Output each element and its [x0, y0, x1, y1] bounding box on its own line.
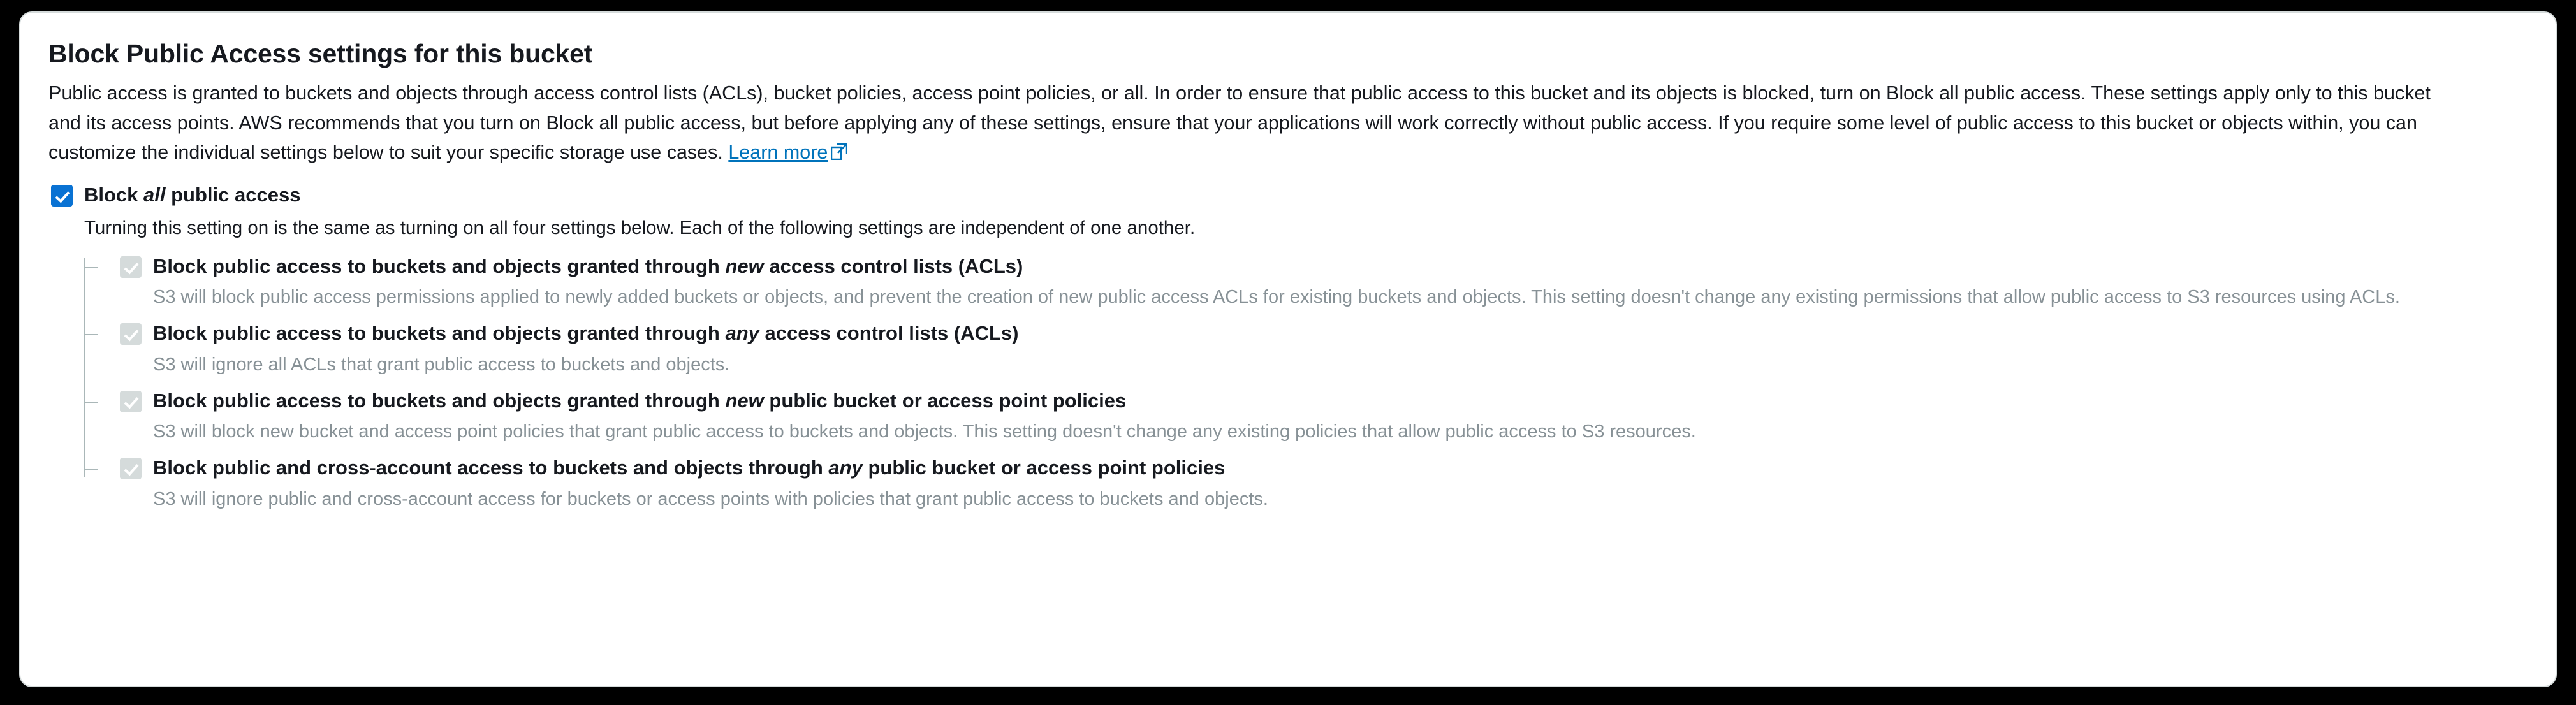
tree-elbow: [84, 267, 98, 268]
block-any-acls-description: S3 will ignore all ACLs that grant public access to buckets and objects.: [153, 354, 730, 375]
block-all-public-access-description: Turning this setting on is the same as turning on all four settings below. Each of the following settings are independent of one another.: [84, 217, 1196, 238]
block-all-public-access-row[interactable]: [51, 182, 2528, 208]
master-label-before: Block: [84, 184, 144, 207]
label-before: Block public access to buckets and objects granted through: [153, 254, 726, 277]
label-before: Block public and cross-account access to buckets and objects through: [153, 456, 829, 479]
sub-setting-any-policies: [84, 455, 2528, 512]
block-any-acls-label: [153, 321, 1018, 346]
block-any-policies-label: [153, 455, 1225, 481]
block-new-policies-description: S3 will block new bucket and access point policies that grant public access to buckets and objects. This setting doesn't change any existing policies that allow public access to S3 resources.: [153, 421, 1696, 442]
label-emphasis: any: [828, 456, 863, 479]
sub-setting-new-acls: [84, 254, 2528, 310]
sub-setting-new-policies: [84, 388, 2528, 445]
block-any-acls-checkbox[interactable]: [120, 323, 142, 345]
sub-setting-row[interactable]: [120, 254, 2528, 279]
tree-elbow: [84, 402, 98, 403]
learn-more-label: Learn more: [728, 141, 828, 163]
page-title: Block Public Access settings for this bucket: [48, 39, 593, 68]
learn-more-link[interactable]: [728, 142, 847, 163]
block-new-acls-checkbox[interactable]: [120, 256, 142, 278]
block-new-acls-label: [153, 254, 1023, 279]
label-after: public bucket or access point policies: [763, 389, 1127, 412]
label-after: public bucket or access point policies: [862, 456, 1226, 479]
sub-setting-row[interactable]: [120, 455, 2528, 481]
block-public-access-panel: [19, 11, 2557, 687]
block-any-policies-description: S3 will ignore public and cross-account access for buckets or access points with policies that grant public access to buckets and objects.: [153, 488, 1268, 509]
master-label-after: public access: [165, 184, 301, 207]
label-after: access control lists (ACLs): [763, 254, 1023, 277]
block-new-policies-checkbox[interactable]: [120, 391, 142, 412]
label-before: Block public access to buckets and objects granted through: [153, 389, 726, 412]
sub-settings-group: [84, 254, 2528, 512]
master-label-emphasis: all: [143, 184, 166, 207]
label-emphasis: new: [725, 254, 764, 277]
block-any-policies-checkbox[interactable]: [120, 458, 142, 479]
block-all-public-access-label: [84, 182, 300, 208]
label-after: access control lists (ACLs): [759, 322, 1019, 345]
label-emphasis: new: [725, 389, 764, 412]
sub-setting-row[interactable]: [120, 321, 2528, 346]
sub-setting-row[interactable]: [120, 388, 2528, 414]
tree-elbow: [84, 334, 98, 335]
block-new-policies-label: [153, 388, 1126, 414]
sub-setting-any-acls: [84, 321, 2528, 377]
external-link-icon: [831, 139, 847, 168]
block-new-acls-description: S3 will block public access permissions applied to newly added buckets or objects, and prevent the creation of new public access ACLs for existing buckets and objects. This setting doesn't change any existing permissions that allow public access to S3 resources using ACLs.: [153, 287, 2400, 308]
label-emphasis: any: [725, 322, 759, 345]
panel-description-text: Public access is granted to buckets and objects through access control lists (ACLs), bucket policies, access point policies, or all. In order to ensure that public access to this bucket and its objects is blocked, turn on Block all public access. These settings apply only to this bucket and its access points. AWS recommends that you turn on Block all public access, but before applying any of these settings, ensure that your applications will work correctly without public access. If you require some level of public access to this bucket or objects within, you can customize the individual settings below to suit your specific storage use cases.: [48, 82, 2431, 163]
label-before: Block public access to buckets and objects granted through: [153, 322, 726, 345]
block-all-public-access-checkbox[interactable]: [51, 185, 73, 207]
tree-elbow: [84, 469, 98, 470]
panel-description: [48, 78, 2465, 168]
